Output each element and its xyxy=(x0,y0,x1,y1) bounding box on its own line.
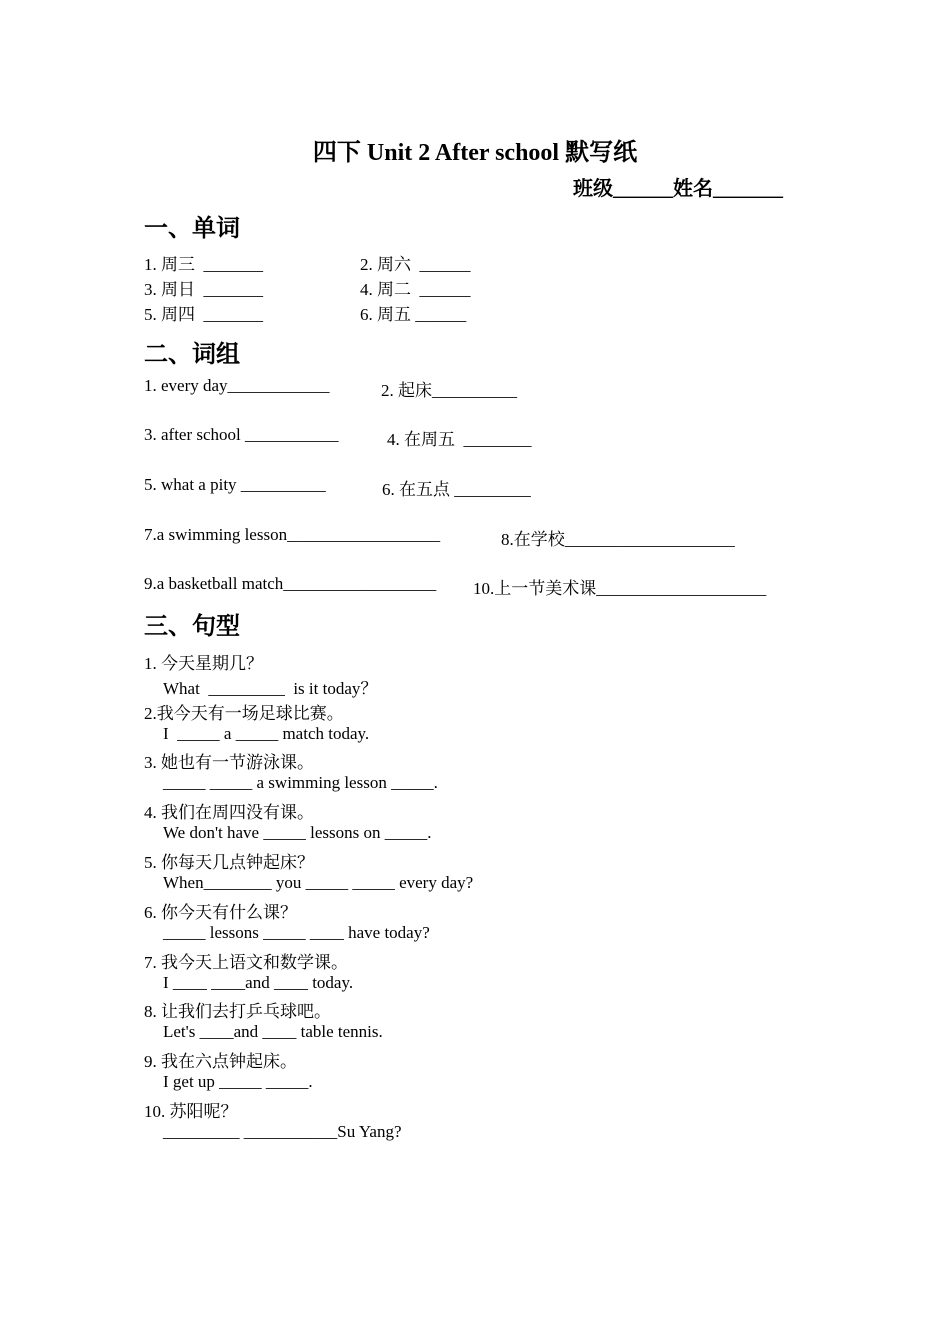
section-heading-phrases: 二、词组 xyxy=(144,342,240,368)
sentence-prompt: 4. 我们在周四没有课。 xyxy=(144,803,314,822)
sentence-prompt: 2.我今天有一场足球比赛。 xyxy=(144,704,344,723)
phrase-item: 6. 在五点 _________ xyxy=(382,480,531,499)
phrase-item: 4. 在周五 ________ xyxy=(387,430,532,449)
sentence-prompt: 9. 我在六点钟起床。 xyxy=(144,1052,297,1071)
sentence-answer: When________ you _____ _____ every day? xyxy=(163,873,474,892)
sentence-answer: What _________ is it today？ xyxy=(163,679,378,698)
sentence-prompt: 3. 她也有一节游泳课。 xyxy=(144,753,314,772)
phrase-item: 10.上一节美术课____________________ xyxy=(473,579,767,598)
sentence-prompt: 8. 让我们去打乒乓球吧。 xyxy=(144,1002,331,1021)
sentence-prompt: 6. 你今天有什么课？ xyxy=(144,903,297,922)
page-title: 四下 Unit 2 After school 默写纸 xyxy=(312,140,638,166)
sentence-prompt: 10. 苏阳呢？ xyxy=(144,1102,238,1121)
phrase-item: 9.a basketball match__________________ xyxy=(144,574,437,593)
phrase-item: 5. what a pity __________ xyxy=(144,475,326,494)
sentence-answer: _____ lessons _____ ____ have today? xyxy=(163,923,430,942)
word-item: 2. 周六 ______ xyxy=(360,255,471,274)
word-item: 6. 周五 ______ xyxy=(360,305,467,324)
class-name-line: 班级______姓名_______ xyxy=(573,178,783,200)
phrase-item: 7.a swimming lesson__________________ xyxy=(144,525,441,544)
section-heading-words: 一、单词 xyxy=(144,216,240,242)
section-heading-sentences: 三、句型 xyxy=(144,614,240,640)
sentence-prompt: 1. 今天星期几？ xyxy=(144,654,263,673)
sentence-prompt: 5. 你每天几点钟起床？ xyxy=(144,853,314,872)
sentence-answer: _____ _____ a swimming lesson _____. xyxy=(163,773,438,792)
sentence-prompt: 7. 我今天上语文和数学课。 xyxy=(144,953,348,972)
sentence-answer: Let's ____and ____ table tennis. xyxy=(163,1022,383,1041)
word-item: 4. 周二 ______ xyxy=(360,280,471,299)
word-item: 3. 周日 _______ xyxy=(144,280,263,299)
sentence-answer: We don't have _____ lessons on _____. xyxy=(163,823,432,842)
sentence-answer: I ____ ____and ____ today. xyxy=(163,973,354,992)
phrase-item: 1. every day____________ xyxy=(144,376,330,395)
sentence-answer: _________ ___________Su Yang? xyxy=(163,1122,402,1141)
phrase-item: 3. after school ___________ xyxy=(144,425,339,444)
sentence-answer: I get up _____ _____. xyxy=(163,1072,313,1091)
word-item: 1. 周三 _______ xyxy=(144,255,263,274)
phrase-item: 8.在学校____________________ xyxy=(501,530,735,549)
phrase-item: 2. 起床__________ xyxy=(381,381,517,400)
sentence-answer: I _____ a _____ match today. xyxy=(163,724,370,743)
word-item: 5. 周四 _______ xyxy=(144,305,263,324)
